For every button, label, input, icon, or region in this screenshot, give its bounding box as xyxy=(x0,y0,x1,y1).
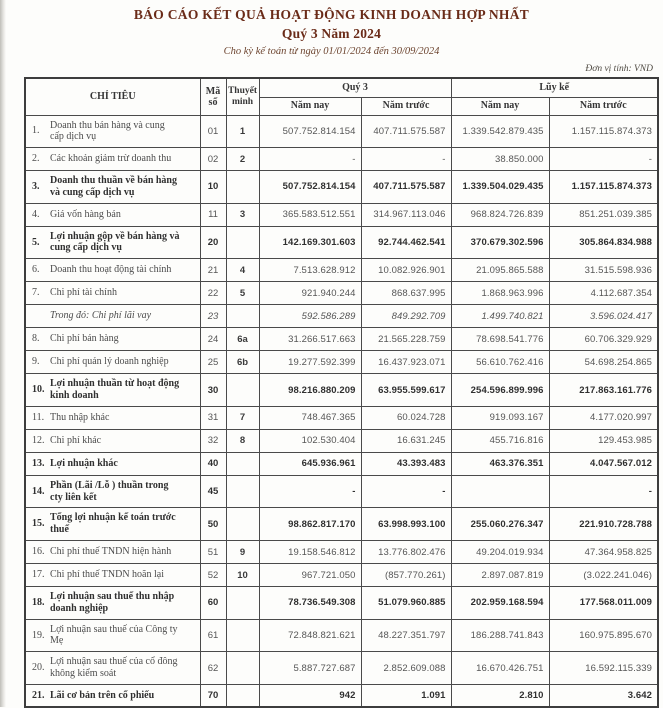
row-note: 3 xyxy=(226,203,259,226)
table-row xyxy=(25,282,658,305)
row-q3-this-year-value: 102.530.404 xyxy=(259,429,361,452)
table-row xyxy=(25,374,658,407)
row-label: Chi phí tài chính xyxy=(50,287,117,299)
row-criteria-cell xyxy=(25,115,200,148)
row-cum-this-year-value: 254.596.899.996 xyxy=(451,374,549,407)
row-note xyxy=(226,475,259,508)
row-criteria-cell xyxy=(25,564,200,587)
row-note xyxy=(226,587,259,620)
row-cum-this-year-value: 49.204.019.934 xyxy=(451,541,549,564)
table-row xyxy=(25,148,658,171)
row-q3-this-year-value: 31.266.517.663 xyxy=(259,328,361,351)
row-label: Lợi nhuận sau thuế của Công ty Mẹ xyxy=(50,623,178,647)
row-q3-prior-year-value: 63.998.993.100 xyxy=(361,508,451,541)
row-criteria-cell xyxy=(25,328,200,351)
table-row xyxy=(25,305,658,328)
row-cum-this-year-value: 202.959.168.594 xyxy=(451,587,549,620)
col-header-cum-prior-year: Năm trước xyxy=(549,97,658,115)
row-q3-this-year-value: 365.583.512.551 xyxy=(259,203,361,226)
row-cum-this-year-value: 21.095.865.588 xyxy=(451,259,549,282)
row-criteria-cell xyxy=(25,406,200,429)
row-q3-prior-year-value: 1.091 xyxy=(361,684,451,707)
row-code: 51 xyxy=(200,541,226,564)
row-number: 20. xyxy=(32,662,45,674)
row-number: 13. xyxy=(32,457,45,469)
col-header-q3-prior-year: Năm trước xyxy=(361,97,451,115)
row-cum-this-year-value: 455.716.816 xyxy=(451,429,549,452)
row-q3-this-year-value: 592.586.289 xyxy=(259,305,361,328)
table-row xyxy=(25,684,658,707)
row-code: 70 xyxy=(200,684,226,707)
row-cum-this-year-value xyxy=(451,475,549,508)
row-label: Lợi nhuận thuần từ hoạt động kinh doanh xyxy=(50,378,180,402)
row-label: Chi phí thuế TNDN hiện hành xyxy=(50,546,172,558)
row-number: 14. xyxy=(32,485,45,497)
row-number: 16. xyxy=(32,546,45,558)
row-code: 10 xyxy=(200,171,226,204)
row-q3-prior-year-value: - xyxy=(361,148,451,171)
table-row xyxy=(25,619,658,652)
row-cum-this-year-value: 463.376.351 xyxy=(451,452,549,475)
row-q3-this-year-value: 19.277.592.399 xyxy=(259,351,361,374)
row-number: 3. xyxy=(32,180,40,192)
row-label: Thu nhập khác xyxy=(50,411,110,423)
row-label: Lãi cơ bản trên cổ phiếu xyxy=(50,689,155,701)
row-cum-prior-year-value: 851.251.039.385 xyxy=(549,203,658,226)
table-row xyxy=(25,508,658,541)
row-cum-this-year-value: 2.897.087.819 xyxy=(451,564,549,587)
row-number: 19. xyxy=(32,629,45,641)
row-note: 10 xyxy=(226,564,259,587)
row-q3-prior-year-value: 16.437.923.071 xyxy=(361,351,451,374)
table-row xyxy=(25,203,658,226)
table-row xyxy=(25,429,658,452)
row-number: 11. xyxy=(32,411,45,423)
row-cum-this-year-value: 1.499.740.821 xyxy=(451,305,549,328)
row-q3-this-year-value: 645.936.961 xyxy=(259,452,361,475)
row-q3-this-year-value: 78.736.549.308 xyxy=(259,587,361,620)
row-cum-prior-year-value: 54.698.254.865 xyxy=(549,351,658,374)
row-label: Các khoản giảm trừ doanh thu xyxy=(50,153,172,165)
income-statement-table xyxy=(24,77,659,708)
row-number: 9. xyxy=(32,356,40,368)
row-criteria-cell xyxy=(25,305,200,328)
table-row xyxy=(25,652,658,685)
row-cum-prior-year-value: 177.568.011.009 xyxy=(549,587,658,620)
row-q3-prior-year-value: 407.711.575.587 xyxy=(361,115,451,148)
table-row xyxy=(25,115,658,148)
row-q3-this-year-value: 748.467.365 xyxy=(259,406,361,429)
row-number: 10. xyxy=(32,384,45,396)
row-cum-this-year-value: 255.060.276.347 xyxy=(451,508,549,541)
table-row xyxy=(25,541,658,564)
row-note xyxy=(226,226,259,259)
row-q3-this-year-value: 507.752.814.154 xyxy=(259,171,361,204)
row-criteria-cell xyxy=(25,652,200,685)
row-q3-this-year-value: 7.513.628.912 xyxy=(259,259,361,282)
row-q3-this-year-value: 19.158.546.812 xyxy=(259,541,361,564)
table-row xyxy=(25,226,658,259)
row-code: 22 xyxy=(200,282,226,305)
row-q3-prior-year-value: (857.770.261) xyxy=(361,564,451,587)
row-code: 32 xyxy=(200,429,226,452)
row-q3-prior-year-value: 43.393.483 xyxy=(361,452,451,475)
row-cum-this-year-value: 38.850.000 xyxy=(451,148,549,171)
row-q3-this-year-value: - xyxy=(259,475,361,508)
row-note: 5 xyxy=(226,282,259,305)
row-criteria-cell xyxy=(25,282,200,305)
col-header-cumulative-group: Lũy kế xyxy=(451,78,658,97)
row-q3-prior-year-value: 868.637.995 xyxy=(361,282,451,305)
row-q3-this-year-value: 967.721.050 xyxy=(259,564,361,587)
row-q3-prior-year-value: - xyxy=(361,475,451,508)
row-code: 01 xyxy=(200,115,226,148)
unit-note: Đơn vị tính: VND xyxy=(585,64,653,74)
row-q3-prior-year-value: 60.024.728 xyxy=(361,406,451,429)
row-note: 9 xyxy=(226,541,259,564)
report-period: Cho kỳ kế toán từ ngày 01/01/2024 đến 30/09/2024 xyxy=(223,46,440,57)
document-header xyxy=(0,0,663,57)
table-header xyxy=(25,78,658,115)
col-header-code: Mã số xyxy=(200,78,226,115)
row-q3-prior-year-value: 849.292.709 xyxy=(361,305,451,328)
row-number: 15. xyxy=(32,518,45,530)
row-note xyxy=(226,684,259,707)
row-cum-prior-year-value: 160.975.895.670 xyxy=(549,619,658,652)
row-cum-prior-year-value: 31.515.598.936 xyxy=(549,259,658,282)
row-number: 4. xyxy=(32,208,40,220)
row-q3-prior-year-value: 92.744.462.541 xyxy=(361,226,451,259)
row-cum-prior-year-value: 217.863.161.776 xyxy=(549,374,658,407)
row-cum-prior-year-value: 1.157.115.874.373 xyxy=(549,171,658,204)
row-criteria-cell xyxy=(25,259,200,282)
row-code: 20 xyxy=(200,226,226,259)
row-cum-prior-year-value: 4.047.567.012 xyxy=(549,452,658,475)
row-label: Tổng lợi nhuận kế toán trước thuế xyxy=(50,512,176,536)
row-criteria-cell xyxy=(25,619,200,652)
row-code: 45 xyxy=(200,475,226,508)
report-subtitle: Quý 3 Năm 2024 xyxy=(281,26,382,41)
row-q3-this-year-value: 142.169.301.603 xyxy=(259,226,361,259)
row-criteria-cell xyxy=(25,452,200,475)
row-q3-this-year-value: 5.887.727.687 xyxy=(259,652,361,685)
row-q3-this-year-value: 98.216.880.209 xyxy=(259,374,361,407)
row-criteria-cell xyxy=(25,429,200,452)
row-cum-prior-year-value: 3.642 xyxy=(549,684,658,707)
row-number: 8. xyxy=(32,333,40,345)
row-cum-prior-year-value: (3.022.241.046) xyxy=(549,564,658,587)
row-label: Lợi nhuận khác xyxy=(50,457,118,469)
table-body xyxy=(25,115,658,707)
col-header-criteria: CHỈ TIÊU xyxy=(25,78,200,115)
row-code: 61 xyxy=(200,619,226,652)
row-note xyxy=(226,619,259,652)
row-criteria-cell xyxy=(25,587,200,620)
row-criteria-cell xyxy=(25,351,200,374)
row-q3-prior-year-value: 13.776.802.476 xyxy=(361,541,451,564)
row-note: 2 xyxy=(226,148,259,171)
row-q3-prior-year-value: 48.227.351.797 xyxy=(361,619,451,652)
row-cum-this-year-value: 2.810 xyxy=(451,684,549,707)
row-label: Giá vốn hàng bán xyxy=(50,208,121,220)
col-header-cum-this-year: Năm nay xyxy=(451,97,549,115)
row-q3-prior-year-value: 10.082.926.901 xyxy=(361,259,451,282)
row-number: 6. xyxy=(32,264,40,276)
row-note xyxy=(226,452,259,475)
row-criteria-cell xyxy=(25,148,200,171)
row-label: Phần (Lãi /Lỗ ) thuần trong cty liên kết xyxy=(50,479,169,503)
row-q3-this-year-value: 942 xyxy=(259,684,361,707)
row-number: 2. xyxy=(32,153,40,165)
table-row xyxy=(25,564,658,587)
row-code: 40 xyxy=(200,452,226,475)
row-label: Lợi nhuận sau thuế thu nhập doanh nghiệp xyxy=(50,591,175,614)
row-note: 7 xyxy=(226,406,259,429)
row-cum-prior-year-value: 16.592.115.339 xyxy=(549,652,658,685)
row-cum-prior-year-value: 47.364.958.825 xyxy=(549,541,658,564)
row-cum-this-year-value: 370.679.302.596 xyxy=(451,226,549,259)
row-q3-prior-year-value: 16.631.245 xyxy=(361,429,451,452)
row-number: 1. xyxy=(32,125,40,137)
table-row xyxy=(25,171,658,204)
row-code: 60 xyxy=(200,587,226,620)
row-label: Doanh thu thuần về bán hàng và cung cấp dịch vụ xyxy=(50,175,177,198)
row-criteria-cell xyxy=(25,475,200,508)
report-title: BÁO CÁO KẾT QUẢ HOẠT ĐỘNG KINH DOANH HỢP NHẤT xyxy=(133,7,530,22)
row-cum-prior-year-value: 60.706.329.929 xyxy=(549,328,658,351)
row-cum-prior-year-value: - xyxy=(549,475,658,508)
row-label: Chi phí thuế TNDN hoãn lại xyxy=(50,569,164,581)
row-criteria-cell xyxy=(25,374,200,407)
row-code: 21 xyxy=(200,259,226,282)
row-label: Chi phí bán hàng xyxy=(50,333,119,345)
row-code: 02 xyxy=(200,148,226,171)
row-cum-prior-year-value: 1.157.115.874.373 xyxy=(549,115,658,148)
row-code: 23 xyxy=(200,305,226,328)
row-cum-prior-year-value: - xyxy=(549,148,658,171)
row-code: 24 xyxy=(200,328,226,351)
row-label: Doanh thu hoạt động tài chính xyxy=(50,264,172,276)
row-note: 4 xyxy=(226,259,259,282)
scan-edge-artifact xyxy=(0,0,6,707)
row-criteria-cell xyxy=(25,203,200,226)
row-q3-this-year-value: - xyxy=(259,148,361,171)
row-cum-this-year-value: 1.868.963.996 xyxy=(451,282,549,305)
row-number: 17. xyxy=(32,569,45,581)
row-q3-prior-year-value: 407.711.575.587 xyxy=(361,171,451,204)
table-row xyxy=(25,328,658,351)
row-cum-prior-year-value: 305.864.834.988 xyxy=(549,226,658,259)
row-label: Chi phí khác xyxy=(50,434,102,446)
row-q3-prior-year-value: 63.955.599.617 xyxy=(361,374,451,407)
row-number: 18. xyxy=(32,596,45,608)
row-label: Lợi nhuận gộp về bán hàng và cung cấp dịch vụ xyxy=(50,230,180,254)
table-row xyxy=(25,259,658,282)
col-header-notes: Thuyết minh xyxy=(226,78,259,115)
row-cum-prior-year-value: 3.596.024.417 xyxy=(549,305,658,328)
table-row xyxy=(25,406,658,429)
row-q3-prior-year-value: 314.967.113.046 xyxy=(361,203,451,226)
row-criteria-cell xyxy=(25,508,200,541)
row-code: 50 xyxy=(200,508,226,541)
row-code: 30 xyxy=(200,374,226,407)
row-code: 31 xyxy=(200,406,226,429)
row-q3-prior-year-value: 21.565.228.759 xyxy=(361,328,451,351)
row-cum-this-year-value: 56.610.762.416 xyxy=(451,351,549,374)
row-note xyxy=(226,374,259,407)
table-row xyxy=(25,452,658,475)
row-note: 8 xyxy=(226,429,259,452)
row-q3-this-year-value: 921.940.244 xyxy=(259,282,361,305)
row-code: 52 xyxy=(200,564,226,587)
row-cum-this-year-value: 186.288.741.843 xyxy=(451,619,549,652)
row-criteria-cell xyxy=(25,684,200,707)
table-row xyxy=(25,587,658,620)
row-label: Doanh thu bán hàng và cung cấp dịch vụ xyxy=(50,119,165,143)
row-number: 5. xyxy=(32,236,40,248)
row-criteria-cell xyxy=(25,226,200,259)
table-row xyxy=(25,475,658,508)
row-cum-this-year-value: 1.339.504.029.435 xyxy=(451,171,549,204)
row-cum-this-year-value: 78.698.541.776 xyxy=(451,328,549,351)
row-code: 25 xyxy=(200,351,226,374)
row-criteria-cell xyxy=(25,171,200,204)
row-q3-this-year-value: 98.862.817.170 xyxy=(259,508,361,541)
row-note xyxy=(226,171,259,204)
row-number: 7. xyxy=(32,287,40,299)
row-cum-prior-year-value: 129.453.985 xyxy=(549,429,658,452)
row-q3-prior-year-value: 51.079.960.885 xyxy=(361,587,451,620)
col-header-q3-this-year: Năm nay xyxy=(259,97,361,115)
col-header-q3-group: Quý 3 xyxy=(259,78,451,97)
row-code: 62 xyxy=(200,652,226,685)
row-criteria-cell xyxy=(25,541,200,564)
row-label: Chi phí quản lý doanh nghiệp xyxy=(50,356,169,368)
row-label: Lợi nhuận sau thuế của cổ đông không kiểm soát xyxy=(50,656,178,680)
row-note xyxy=(226,305,259,328)
row-cum-prior-year-value: 221.910.728.788 xyxy=(549,508,658,541)
row-note xyxy=(226,508,259,541)
row-cum-prior-year-value: 4.177.020.997 xyxy=(549,406,658,429)
row-note: 6b xyxy=(226,351,259,374)
row-cum-this-year-value: 968.824.726.839 xyxy=(451,203,549,226)
row-cum-this-year-value: 16.670.426.751 xyxy=(451,652,549,685)
row-code: 11 xyxy=(200,203,226,226)
row-q3-this-year-value: 72.848.821.621 xyxy=(259,619,361,652)
row-number: 21. xyxy=(32,689,45,701)
row-q3-prior-year-value: 2.852.609.088 xyxy=(361,652,451,685)
row-q3-this-year-value: 507.752.814.154 xyxy=(259,115,361,148)
table-row xyxy=(25,351,658,374)
row-cum-prior-year-value: 4.112.687.354 xyxy=(549,282,658,305)
row-number: 12. xyxy=(32,434,45,446)
row-label: Trong đó: Chi phí lãi vay xyxy=(50,310,152,322)
row-cum-this-year-value: 1.339.542.879.435 xyxy=(451,115,549,148)
row-note xyxy=(226,652,259,685)
row-note: 6a xyxy=(226,328,259,351)
row-cum-this-year-value: 919.093.167 xyxy=(451,406,549,429)
row-note: 1 xyxy=(226,115,259,148)
